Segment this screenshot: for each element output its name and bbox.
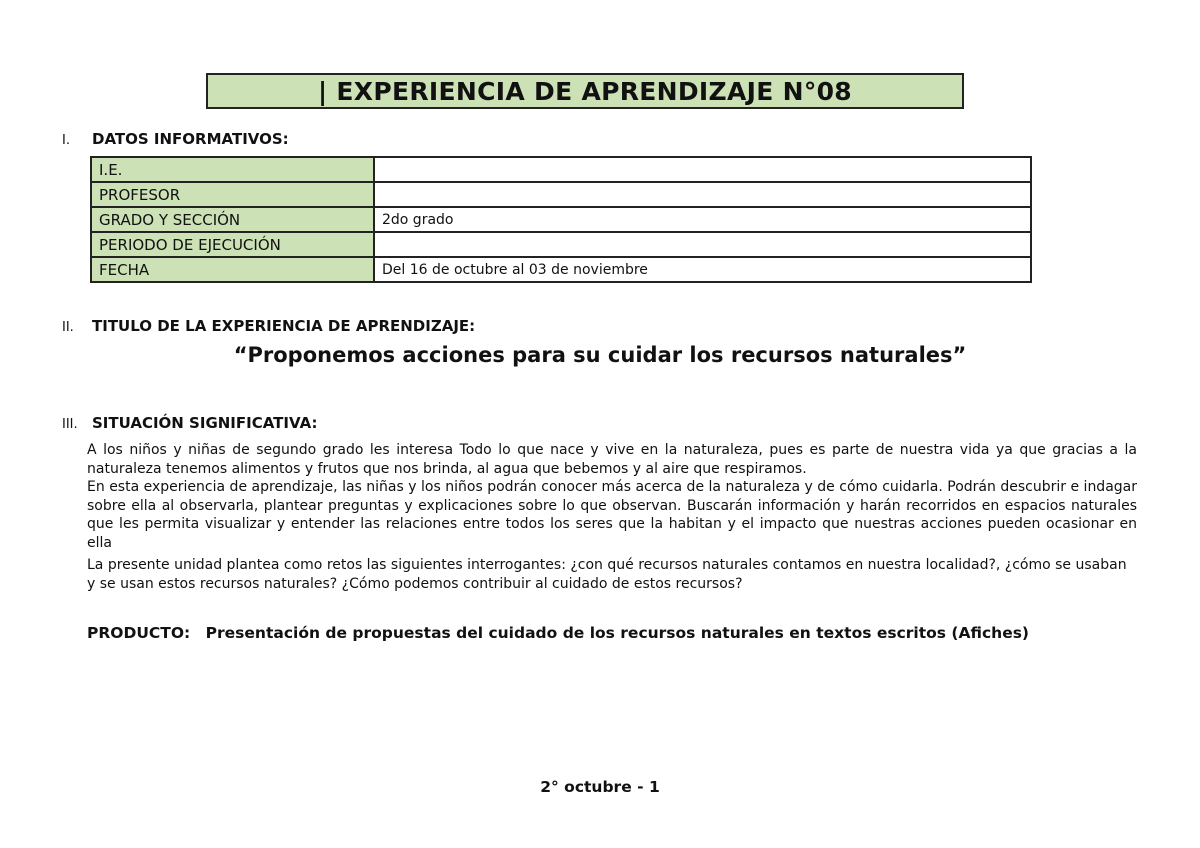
row-label-ie: I.E. (91, 157, 374, 182)
table-row (91, 182, 1031, 207)
row-value-profesor (374, 182, 1031, 207)
section-1-number: I. (62, 133, 70, 148)
table-row (91, 207, 1031, 232)
paragraph: A los niños y niñas de segundo grado les interesa Todo lo que nace y vive en la naturaleza, pues es parte de nuestra vida ya que gracias a la naturaleza tenemos alimentos y frutos que nos brinda, al agua que bebemos y al aire que respiramos. (87, 442, 1137, 477)
page-footer: 2° octubre - 1 (540, 778, 660, 796)
situacion-significativa-text (87, 441, 1137, 593)
experience-title: “Proponemos acciones para su cuidar los recursos naturales” (233, 343, 967, 367)
producto-label: PRODUCTO: (87, 624, 191, 642)
row-value-ie (374, 157, 1031, 182)
section-2-heading (62, 317, 475, 335)
section-3-heading (62, 414, 317, 432)
paragraph: La presente unidad plantea como retos las siguientes interrogantes: ¿con qué recursos naturales contamos en nuestra localidad?, ¿cómo se usaban y se usan estos recursos naturales? ¿Cómo podemos contribuir al cuidado de estos recursos? (87, 557, 1127, 592)
row-value-grado: 2do grado (374, 207, 1031, 232)
section-1-title: DATOS INFORMATIVOS: (92, 130, 289, 148)
section-3-title: SITUACIÓN SIGNIFICATIVA: (92, 414, 318, 432)
row-label-periodo: PERIODO DE EJECUCIÓN (91, 232, 374, 257)
section-3-number: III. (62, 417, 78, 432)
table-row (91, 257, 1031, 282)
row-value-periodo (374, 232, 1031, 257)
document-title: | EXPERIENCIA DE APRENDIZAJE N°08 (206, 73, 964, 109)
datos-informativos-table (90, 156, 1032, 283)
section-2-title: TITULO DE LA EXPERIENCIA DE APRENDIZAJE: (92, 317, 476, 335)
section-1-heading (62, 130, 289, 148)
table-row (91, 232, 1031, 257)
paragraph: En esta experiencia de aprendizaje, las niñas y los niños podrán conocer más acerca de la naturaleza y de cómo cuidarla. Podrán descubrir e indagar sobre ella al observarla, plantear preguntas y explicaciones sobre lo que observan. Buscarán información y harán recorridos en espacios naturales que les permita visualizar y entender las relaciones entre todos los seres que la habitan y el impacto que nuestras acciones pueden ocasionar en ella (87, 479, 1137, 551)
row-label-grado: GRADO Y SECCIÓN (91, 207, 374, 232)
row-value-fecha: Del 16 de octubre al 03 de noviembre (374, 257, 1031, 282)
producto-line (87, 624, 1029, 642)
table-row (91, 157, 1031, 182)
producto-text: Presentación de propuestas del cuidado de los recursos naturales en textos escritos (Afiches) (205, 624, 1030, 642)
row-label-profesor: PROFESOR (91, 182, 374, 207)
section-2-number: II. (62, 320, 74, 335)
row-label-fecha: FECHA (91, 257, 374, 282)
